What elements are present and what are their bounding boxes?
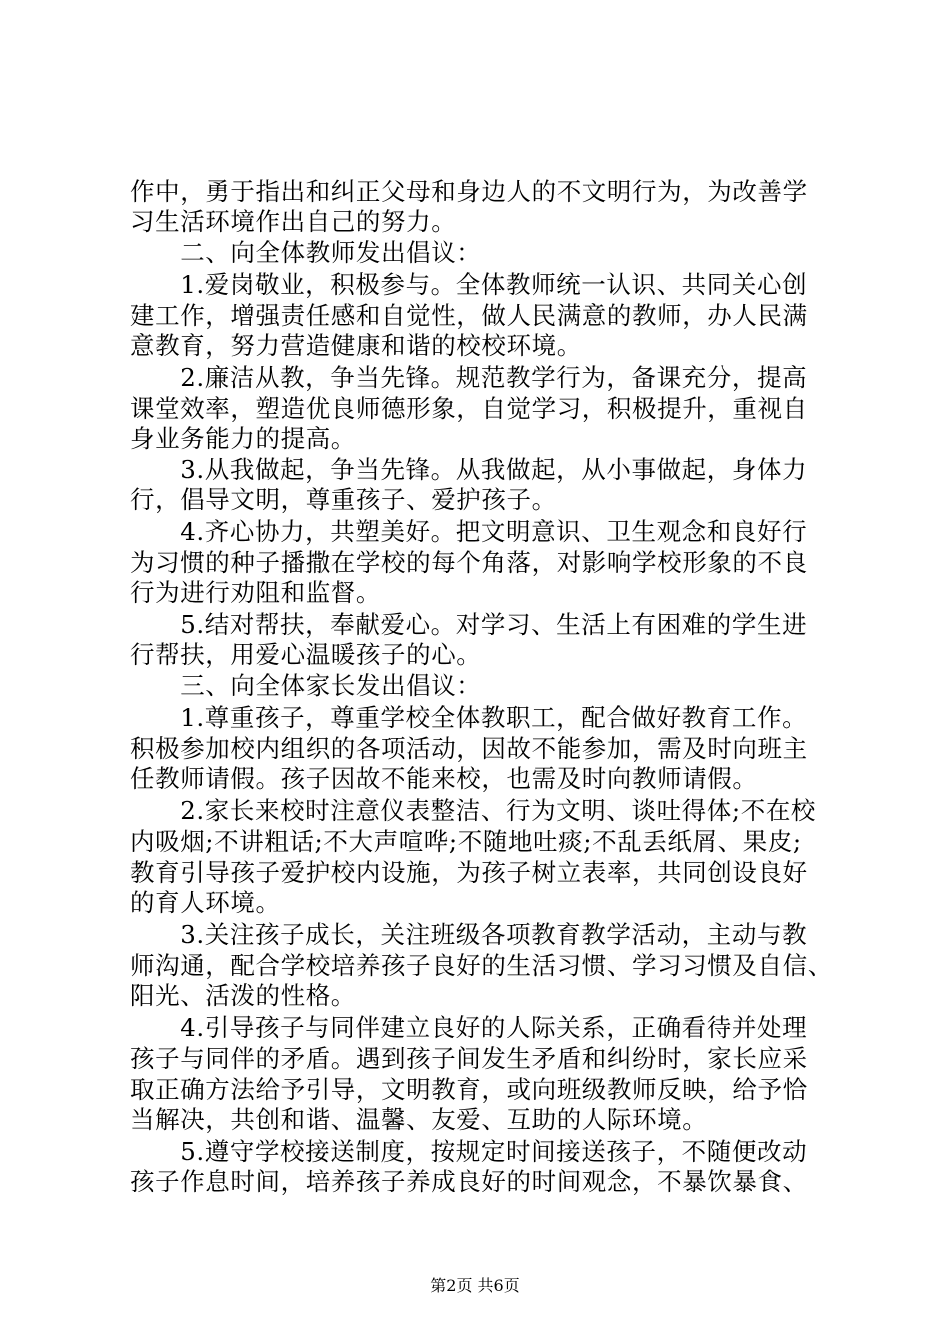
body-text-line: 4.引导孩子与同伴建立良好的人际关系，正确看待并处理 [130,1013,808,1042]
body-text-line: 当解决，共创和谐、温馨、友爱、互助的人际环境。 [130,1105,708,1134]
body-text-line: 意教育，努力营造健康和谐的校校环境。 [130,331,582,360]
body-text-line: 习生活环境作出自己的努力。 [130,207,457,236]
body-text-line: 5.结对帮扶，奉献爱心。对学习、生活上有困难的学生进 [130,610,808,639]
body-text-line: 积极参加校内组织的各项活动，因故不能参加，需及时向班主 [130,734,808,763]
body-text-line: 孩子作息时间，培养孩子养成良好的时间观念，不暴饮暴食、 [130,1167,808,1196]
body-text-line: 3.从我做起，争当先锋。从我做起，从小事做起，身体力 [130,455,808,484]
body-text-line: 任教师请假。孩子因故不能来校，也需及时向教师请假。 [130,764,758,793]
body-text-line: 4.齐心协力，共塑美好。把文明意识、卫生观念和良好行 [130,517,808,546]
body-text-line: 1.尊重孩子，尊重学校全体教职工，配合做好教育工作。 [130,703,808,732]
body-text-line: 行帮扶，用爱心温暖孩子的心。 [130,640,482,669]
body-text-line: 2.家长来校时注意仪表整洁、行为文明、谈吐得体;不在校 [130,796,817,825]
body-text-line: 1.爱岗敬业，积极参与。全体教师统一认识、共同关心创 [130,270,808,299]
body-text-line: 取正确方法给予引导，文明教育，或向班级教师反映，给予恰 [130,1075,808,1104]
body-text-line: 课堂效率，塑造优良师德形象，自觉学习，积极提升，重视自 [130,394,808,423]
body-text-line: 的育人环境。 [130,888,281,917]
body-text-line: 孩子与同伴的矛盾。遇到孩子间发生矛盾和纠纷时，家长应采 [130,1044,808,1073]
body-text-line: 5.遵守学校接送制度，按规定时间接送孩子，不随便改动 [130,1137,808,1166]
body-text-line: 作中，勇于指出和纠正父母和身边人的不文明行为，为改善学 [130,177,808,206]
body-text-line: 内吸烟;不讲粗话;不大声喧哗;不随地吐痰;不乱丢纸屑、果皮; [130,827,802,856]
body-text-line: 3.关注孩子成长，关注班级各项教育教学活动，主动与教 [130,920,808,949]
body-text-line: 2.廉洁从教，争当先锋。规范教学行为，备课充分，提高 [130,363,808,392]
body-text-line: 行为进行劝阻和监督。 [130,578,381,607]
body-text-line: 为习惯的种子播撒在学校的每个角落，对影响学校形象的不良 [130,548,808,577]
body-text-line: 教育引导孩子爱护校内设施，为孩子树立表率，共同创设良好 [130,858,808,887]
body-text-line: 师沟通，配合学校培养孩子良好的生活习惯、学习习惯及自信、 [130,951,833,980]
body-text-line: 行，倡导文明，尊重孩子、爱护孩子。 [130,485,557,514]
body-text-line: 身业务能力的提高。 [130,424,356,453]
section-heading: 二、向全体教师发出倡议： [130,238,482,267]
body-text-line: 阳光、活泼的性格。 [130,981,356,1010]
page-number-footer: 第2页 共6页 [430,1276,520,1295]
section-heading: 三、向全体家长发出倡议： [130,671,482,700]
body-text-line: 建工作，增强责任感和自觉性，做人民满意的教师，办人民满 [130,301,808,330]
